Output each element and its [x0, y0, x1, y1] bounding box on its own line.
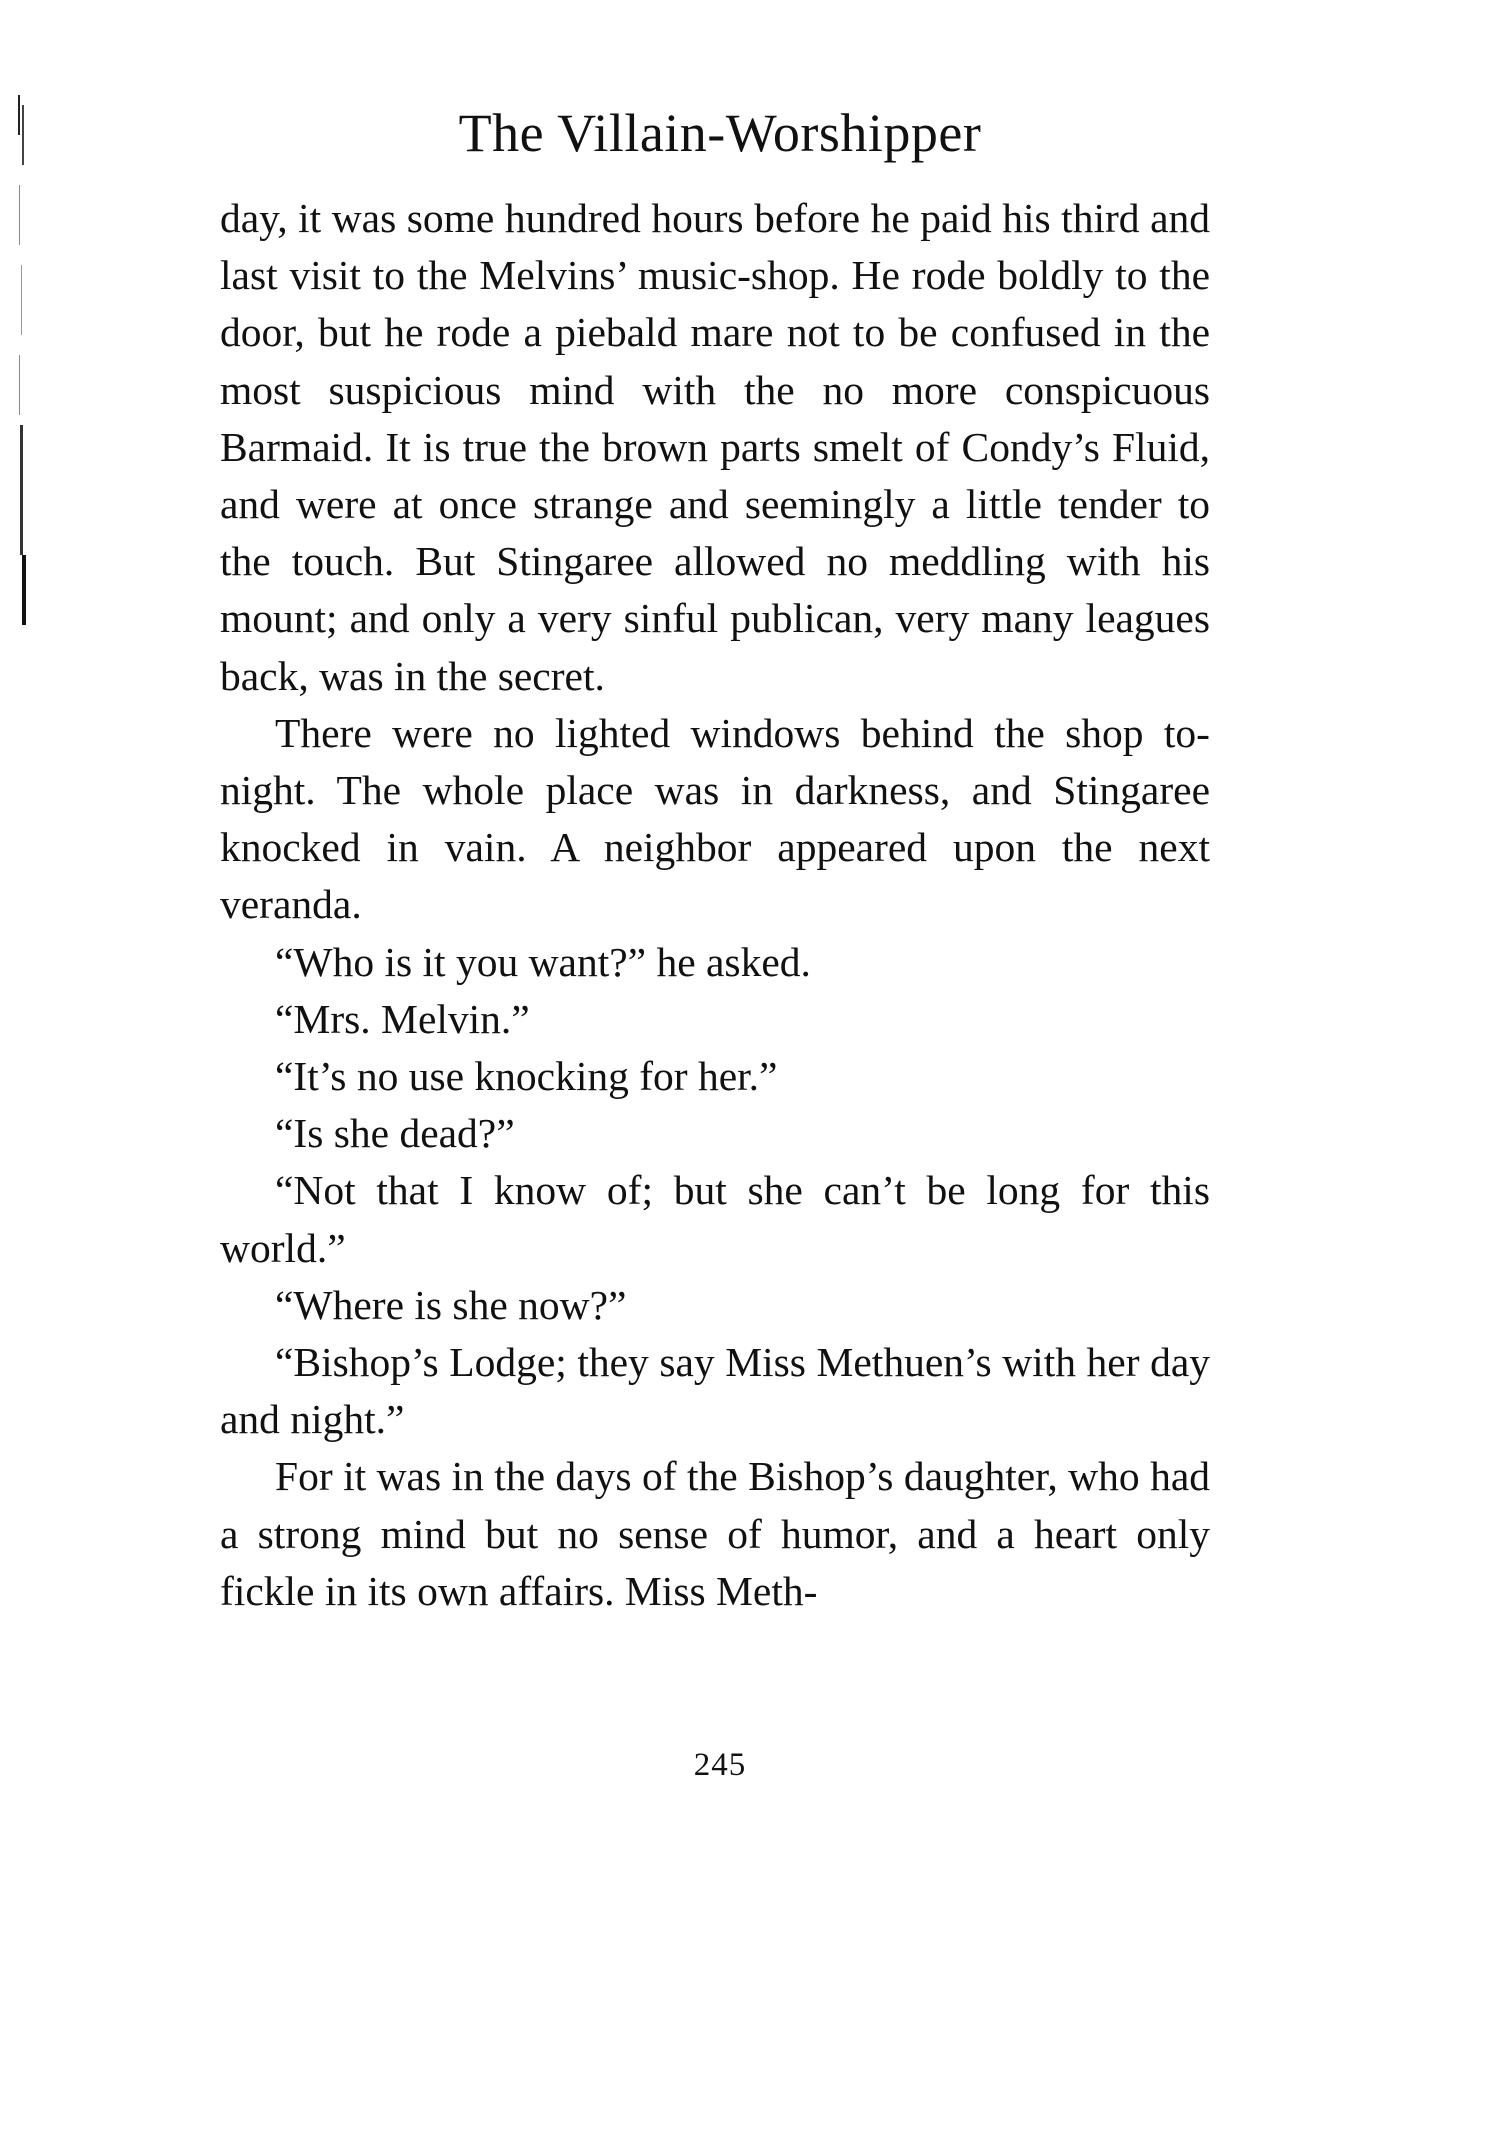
paragraph-continued: day, it was some hundred hours before he paid his third and last visit to the Melvins’ music-shop. He rode boldly to the door, but he rode a piebald mare not to be confused in the most suspicious mind with the no more conspicuous Barmaid. It is true the brown parts smelt of Condy’s Fluid, and were at once strange and seemingly a little tender to the touch. But Stingaree allowed no meddling with his mount; and only a very sinful publican, very many leagues back, was in the secret. — [220, 195, 1210, 699]
dialogue-line: “Mrs. Melvin.” — [275, 995, 530, 1042]
dialogue-line: “Who is it you want?” he asked. — [275, 938, 811, 985]
dialogue-line: “Where is she now?” — [275, 1281, 627, 1328]
dialogue-line: “Is she dead?” — [275, 1110, 515, 1157]
body-text — [220, 190, 1210, 1620]
paragraph: For it was in the days of the Bishop’s daughter, who had a strong mind but no sense of humor, and a heart only fickle in its own affairs. Miss Meth- — [220, 1453, 1210, 1614]
binding-edge-shadow — [10, 95, 28, 635]
page-number: 245 — [693, 1747, 747, 1783]
dialogue-line: “Not that I know of; but she can’t be long for this world.” — [220, 1167, 1210, 1271]
dialogue-line: “Bishop’s Lodge; they say Miss Methuen’s with her day and night.” — [220, 1339, 1210, 1443]
running-head-title: The Villain-Worshipper — [458, 103, 982, 163]
dialogue-line: “It’s no use knocking for her.” — [275, 1053, 778, 1100]
paragraph: There were no lighted windows behind the shop to-night. The whole place was in darkness, and Stingaree knocked in vain. A neighbor appeared upon the next veranda. — [220, 709, 1210, 928]
